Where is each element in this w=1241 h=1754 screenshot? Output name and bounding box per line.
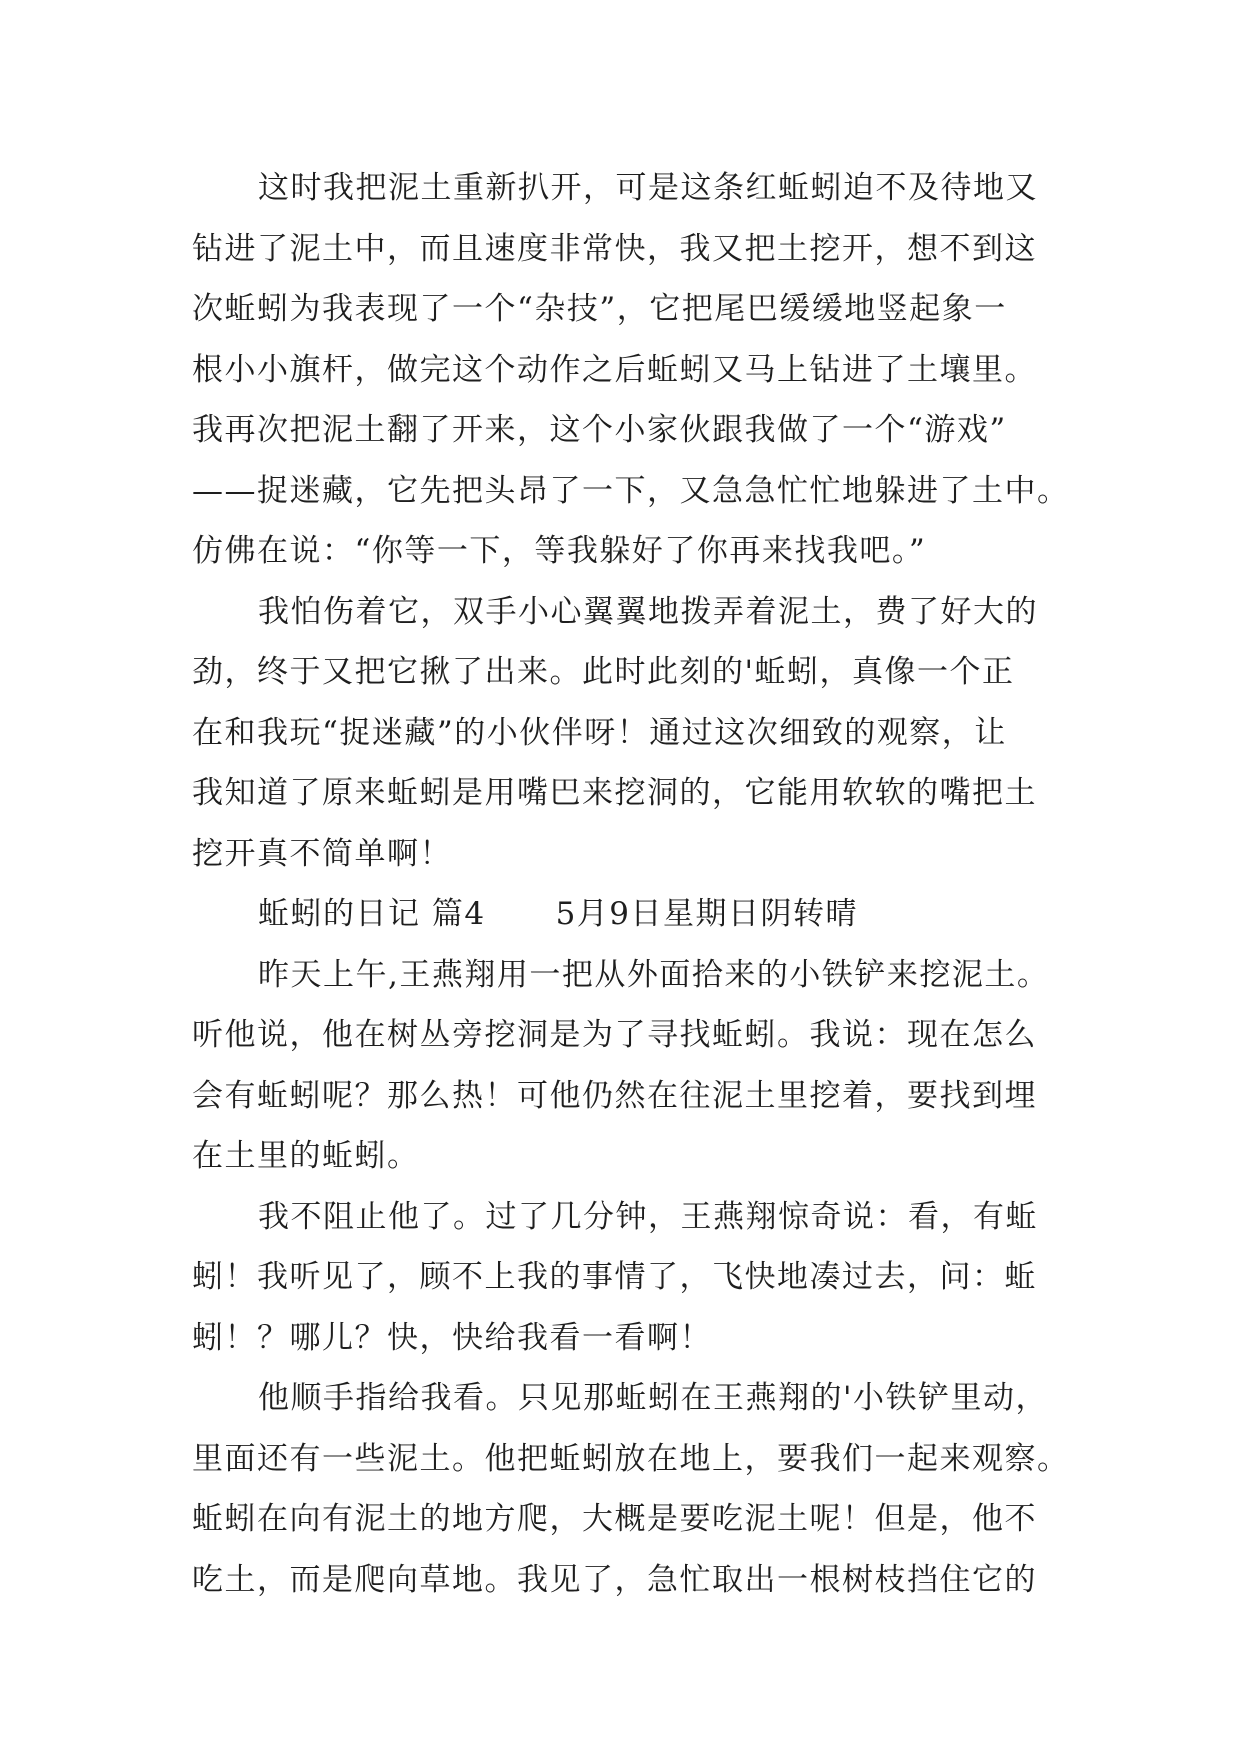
- paragraph-line: 根小小旗杆，做完这个动作之后蚯蚓又马上钻进了土壤里。: [192, 351, 1037, 388]
- paragraph-line: 在土里的蚯蚓。: [192, 1138, 420, 1174]
- paragraph-line: 次蚯蚓为我表现了一个“杂技”，它把尾巴缓缓地竖起象一: [192, 291, 1007, 327]
- section-heading: [192, 884, 1054, 945]
- paragraph-line: 蚓！我听见了，顾不上我的事情了，飞快地凑过去，问：蚯: [192, 1259, 1037, 1295]
- paragraph-line: 挖开真不简单啊！: [192, 835, 452, 872]
- paragraph-line: 仿佛在说：“你等一下，等我躲好了你再来找我吧。”: [192, 533, 927, 569]
- paragraph-line: 会有蚯蚓呢？那么热！可他仍然在往泥土里挖着，要找到埋: [192, 1077, 1037, 1114]
- paragraph-line: 这时我把泥土重新扒开，可是这条红蚯蚓迫不及待地又: [258, 170, 1038, 206]
- paragraph-line: 昨天上午,王燕翔用一把从外面拾来的小铁铲来挖泥土。: [258, 956, 1050, 993]
- paragraph-line: 蚓！？哪儿？快，快给我看一看啊！: [192, 1319, 712, 1356]
- paragraph-line: 里面还有一些泥土。他把蚯蚓放在地上，要我们一起来观察。: [192, 1440, 1070, 1477]
- paragraph-line: 他顺手指给我看。只见那蚯蚓在王燕翔的'小铁铲里动，: [258, 1380, 1049, 1416]
- paragraph-line: 我再次把泥土翻了开来，这个小家伙跟我做了一个“游戏”: [192, 412, 1007, 448]
- paragraph-line: 听他说，他在树丛旁挖洞是为了寻找蚯蚓。我说：现在怎么: [192, 1017, 1037, 1053]
- section-title: 蚯蚓的日记 篇4: [258, 896, 486, 932]
- paragraph-line: 我怕伤着它，双手小心翼翼地拨弄着泥土，费了好大的: [258, 593, 1038, 630]
- paragraph-line: 我不阻止他了。过了几分钟，王燕翔惊奇说：看，有蚯: [258, 1198, 1038, 1235]
- paragraph-line: ——捉迷藏，它先把头昂了一下，又急急忙忙地躲进了土中。: [192, 472, 1070, 509]
- document-body: [192, 158, 1070, 1610]
- paragraph-line: 在和我玩“捉迷藏”的小伙伴呀！通过这次细致的观察，让: [192, 714, 1007, 751]
- diary-date: 5月9日星期日阴转晴: [555, 896, 859, 932]
- paragraph-line: 蚯蚓在向有泥土的地方爬，大概是要吃泥土呢！但是，他不: [192, 1501, 1037, 1537]
- paragraph-line: 吃土，而是爬向草地。我见了，急忙取出一根树枝挡住它的: [192, 1561, 1037, 1598]
- paragraph-line: 劲，终于又把它揪了出来。此时此刻的'蚯蚓，真像一个正: [192, 654, 1015, 690]
- paragraph-line: 我知道了原来蚯蚓是用嘴巴来挖洞的，它能用软软的嘴把土: [192, 775, 1037, 811]
- paragraph-line: 钻进了泥土中，而且速度非常快，我又把土挖开，想不到这: [192, 230, 1037, 267]
